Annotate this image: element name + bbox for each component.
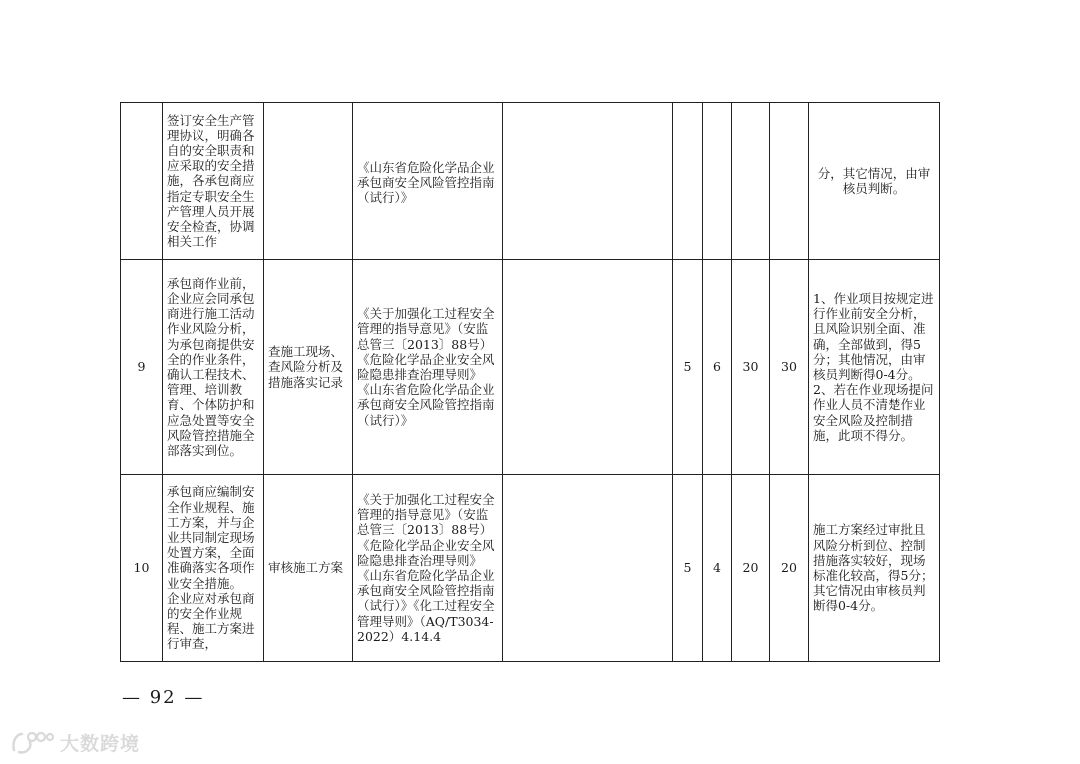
score-col-3 (732, 103, 770, 260)
table-row (121, 475, 940, 662)
method-cell (264, 103, 353, 260)
watermark-text: 大数跨境 (60, 732, 141, 755)
method-cell: 审核施工方案 (264, 475, 353, 662)
score-col-4: 20 (770, 475, 809, 662)
score-col-2: 4 (703, 475, 732, 662)
assessment-table (120, 102, 940, 662)
blank-cell (503, 103, 673, 260)
score-col-1: 5 (673, 475, 703, 662)
score-col-4: 30 (770, 260, 809, 475)
score-col-2: 6 (703, 260, 732, 475)
criteria-cell: 分，其它情况，由审核员判断。 (809, 103, 940, 260)
blank-cell (503, 260, 673, 475)
watermark (10, 728, 140, 756)
requirement-cell: 承包商作业前，企业应会同承包商进行施工活动作业风险分析，为承包商提供安全的作业条件，确认工程技术、管理、培训教育、个体防护和应急处置等安全风险管控措施全部落实到位。 (163, 260, 264, 475)
row-number: 9 (121, 260, 163, 475)
basis-cell: 《关于加强化工过程安全管理的指导意见》（安监总管三〔2013〕88号）《危险化学品企业安全风险隐患排查治理导则》《山东省危险化学品企业承包商安全风险管控指南（试行）》 (353, 260, 503, 475)
blank-cell (503, 475, 673, 662)
method-cell: 查施工现场、查风险分析及措施落实记录 (264, 260, 353, 475)
score-col-2 (703, 103, 732, 260)
row-number (121, 103, 163, 260)
score-col-3: 20 (732, 475, 770, 662)
score-col-4 (770, 103, 809, 260)
criteria-cell: 1、作业项目按规定进行作业前安全分析，且风险识别全面、准确，全部做到，得5分；其他情况，由审核员判断得0-4分。2、若在作业现场提问作业人员不清楚作业安全风险及控制措施，此项不得分。 (809, 260, 940, 475)
criteria-cell: 施工方案经过审批且风险分析到位、控制措施落实较好，现场标准化较高，得5分；其它情况由审核员判断得0-4分。 (809, 475, 940, 662)
watermark-logo-icon (10, 728, 54, 756)
requirement-cell: 签订安全生产管理协议，明确各自的安全职责和应采取的安全措施，各承包商应指定专职安全生产管理人员开展安全检查，协调相关工作 (163, 103, 264, 260)
requirement-paragraph: 企业应对承包商的安全作业规程、施工方案进行审查， (167, 590, 255, 652)
score-col-3: 30 (732, 260, 770, 475)
requirement-paragraph: 承包商应编制安全作业规程、施工方案，并与企业共同制定现场处置方案，全面准确落实各项作业安全措施。 (167, 484, 255, 591)
score-col-1 (673, 103, 703, 260)
page-number: — 92 — (122, 687, 205, 708)
score-col-1: 5 (673, 260, 703, 475)
basis-cell: 《关于加强化工过程安全管理的指导意见》（安监总管三〔2013〕88号）《危险化学品企业安全风险隐患排查治理导则》《山东省危险化学品企业承包商安全风险管控指南（试行）》《化工过程安全管理导则》（AQ/T3034-2022）4.14.4 (353, 475, 503, 662)
table-row (121, 103, 940, 260)
row-number: 10 (121, 475, 163, 662)
requirement-cell (163, 475, 264, 662)
table-row (121, 260, 940, 475)
basis-cell: 《山东省危险化学品企业承包商安全风险管控指南（试行）》 (353, 103, 503, 260)
